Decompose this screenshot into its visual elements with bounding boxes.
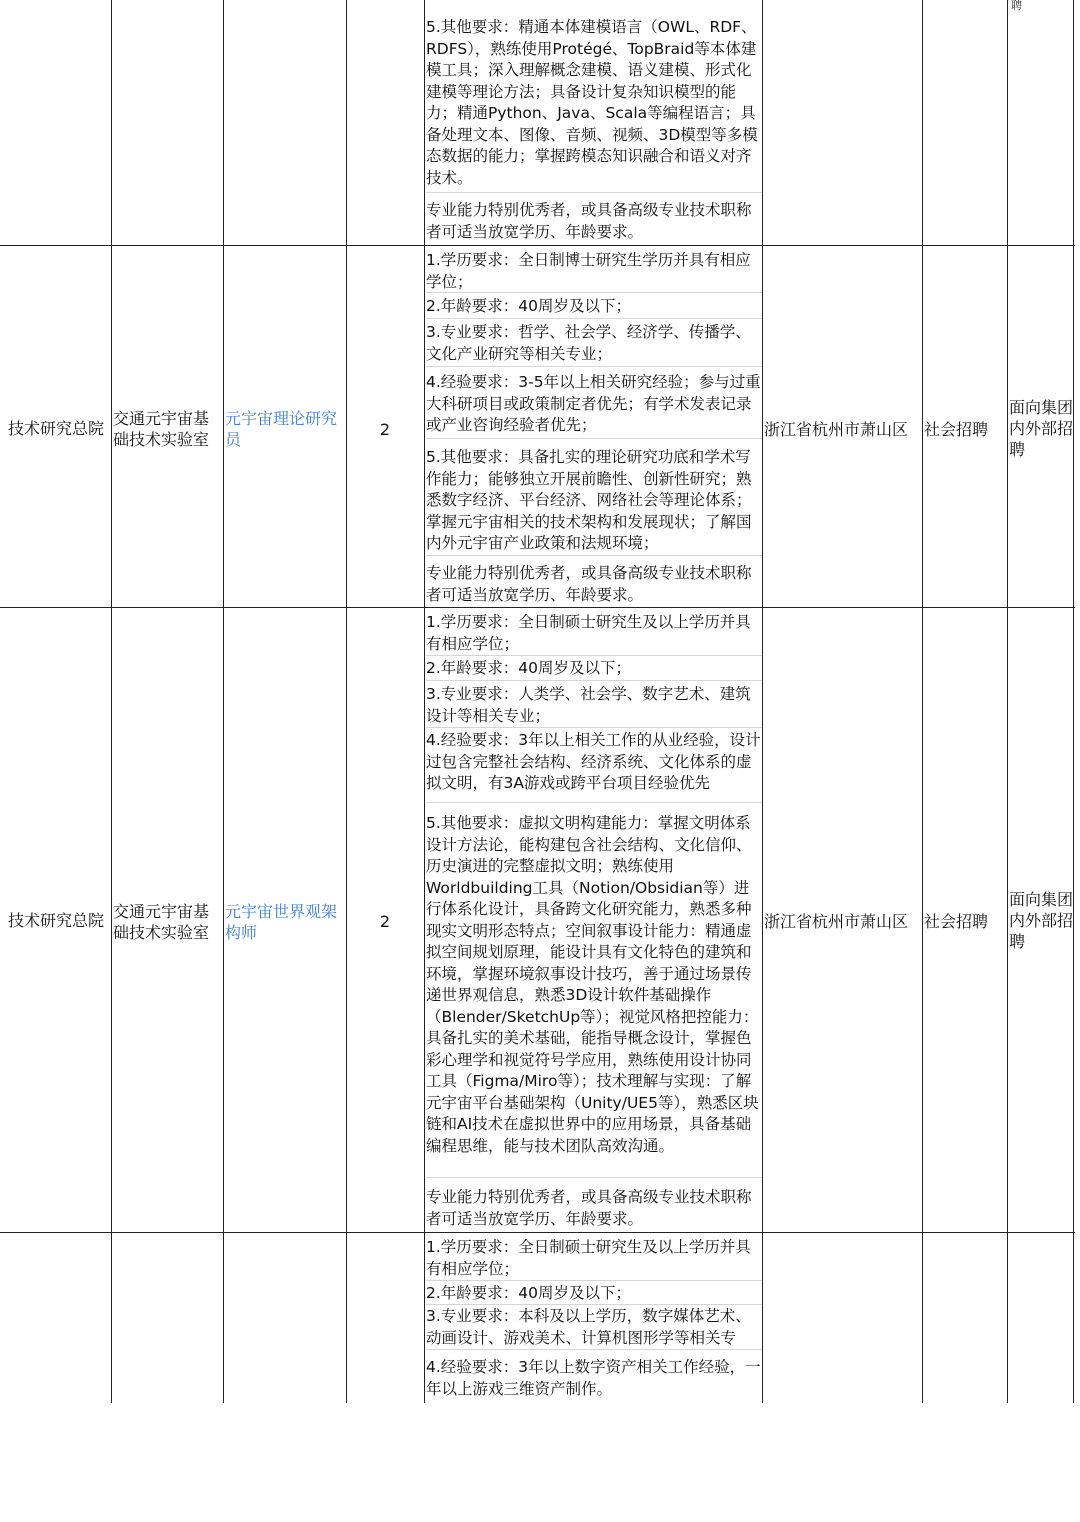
edge-text-fragment: 聘 <box>1011 0 1022 12</box>
requirement-education: 1.学历要求：全日制硕士研究生及以上学历并具有相应学位； <box>426 1237 762 1281</box>
requirement-other: 5.其他要求：精通本体建模语言（OWL、RDF、RDFS），熟练使用Protégé、TopBraid等本体建模工具；深入理解概念建模、语义建模、形式化建模等理论方法；具备设计复杂知识模型的能力；精通Python、Java、Scala等编程语言；具备处理文本、图像、音频、视频、3D模型等多模态数据的能力；掌握跨模态知识融合和语义对齐技术。 <box>426 17 762 193</box>
requirement-major: 3.专业要求：人类学、社会学、数字艺术、建筑设计等相关专业； <box>426 684 762 728</box>
unit-cell: 交通元宇宙基础技术实验室 <box>113 902 210 942</box>
requirement-other: 5.其他要求：虚拟文明构建能力：掌握文明体系设计方法论，能构建包含社会结构、文化信仰、历史演进的完整虚拟文明；熟练使用Worldbuilding工具（Notion/Obsidian等）进行体系化设计，具备跨文化研究能力，熟悉多种现实文明形态特点；空间叙事设计能力：精通虚拟空间规划原理，能设计具有文化特色的建筑和环境，掌握环境叙事设计技巧，善于通过场景传递世界观信息，熟悉3D设计软件基础操作（Blender/SketchUp等）；视觉风格把控能力：具备扎实的美术基础，能指导概念设计，掌握色彩心理学和视觉符号学应用，熟练使用设计协同工具（Figma/Miro等）；技术理解与实现：了解元宇宙平台基础架构（Unity/UE5等），熟悉区块链和AI技术在虚拟世界中的应用场景，具备基础编程思维，能与技术团队高效沟通。 <box>426 813 762 1178</box>
scope-cell: 面向集团内外部招聘 <box>1009 890 1074 951</box>
column-divider <box>346 0 347 1403</box>
requirement-other: 5.其他要求：具备扎实的理论研究功底和学术写作能力；能够独立开展前瞻性、创新性研究；熟悉数字经济、平台经济、网络社会等理论体系；掌握元宇宙相关的技术架构和发展现状；了解国内外元宇宙产业政策和法规环境； <box>426 447 762 556</box>
requirement-age: 2.年龄要求：40周岁及以下； <box>426 1283 762 1305</box>
row-divider <box>0 1232 1075 1233</box>
requirement-note: 专业能力特别优秀者，或具备高级专业技术职称者可适当放宽学历、年龄要求。 <box>426 1188 752 1228</box>
requirement-experience: 4.经验要求：3年以上数字资产相关工作经验，一年以上游戏三维资产制作。 <box>426 1358 761 1398</box>
requirement-note: 专业能力特别优秀者，或具备高级专业技术职称者可适当放宽学历、年龄要求。 <box>426 564 752 604</box>
column-divider <box>111 0 112 1403</box>
requirement-age: 2.年龄要求：40周岁及以下； <box>426 296 762 319</box>
column-divider <box>223 0 224 1403</box>
position-cell[interactable]: 元宇宙理论研究员 <box>225 409 338 449</box>
column-divider <box>922 0 923 1403</box>
recruit-type-cell: 社会招聘 <box>924 912 989 931</box>
count-cell: 2 <box>379 912 391 931</box>
requirement-age: 2.年龄要求：40周岁及以下； <box>426 658 762 681</box>
location-cell: 浙江省杭州市萧山区 <box>764 420 909 439</box>
requirement-education: 1.学历要求：全日制博士研究生学历并具有相应学位； <box>426 250 762 293</box>
row-divider <box>0 607 1075 608</box>
column-divider <box>1073 0 1074 1403</box>
recruit-type-cell: 社会招聘 <box>924 420 989 439</box>
requirement-experience: 4.经验要求：3-5年以上相关研究经验；参与过重大科研项目或政策制定者优先；有学术发表记录或产业咨询经验者优先； <box>426 372 762 439</box>
row-divider <box>0 245 1075 246</box>
requirement-education: 1.学历要求：全日制硕士研究生及以上学历并具有相应学位； <box>426 612 762 656</box>
requirement-major: 3.专业要求：哲学、社会学、经济学、传播学、文化产业研究等相关专业； <box>426 322 762 367</box>
requirement-experience: 4.经验要求：3年以上相关工作的从业经验，设计过包含完整社会结构、经济系统、文化体系的虚拟文明，有3A游戏或跨平台项目经验优先 <box>426 730 762 803</box>
requirement-major: 3.专业要求：本科及以上学历，数字媒体艺术、动画设计、游戏美术、计算机图形学等相关专 <box>426 1306 762 1350</box>
column-divider <box>424 0 425 1403</box>
requirement-note: 专业能力特别优秀者，或具备高级专业技术职称者可适当放宽学历、年龄要求。 <box>426 201 752 241</box>
department-cell: 技术研究总院 <box>8 911 105 930</box>
unit-cell: 交通元宇宙基础技术实验室 <box>113 409 210 449</box>
position-cell[interactable]: 元宇宙世界观架构师 <box>225 902 338 942</box>
scope-cell: 面向集团内外部招聘 <box>1009 398 1074 459</box>
location-cell: 浙江省杭州市萧山区 <box>764 912 909 931</box>
column-divider <box>762 0 763 1403</box>
count-cell: 2 <box>379 420 391 439</box>
department-cell: 技术研究总院 <box>8 419 105 438</box>
column-divider <box>1007 0 1008 1403</box>
